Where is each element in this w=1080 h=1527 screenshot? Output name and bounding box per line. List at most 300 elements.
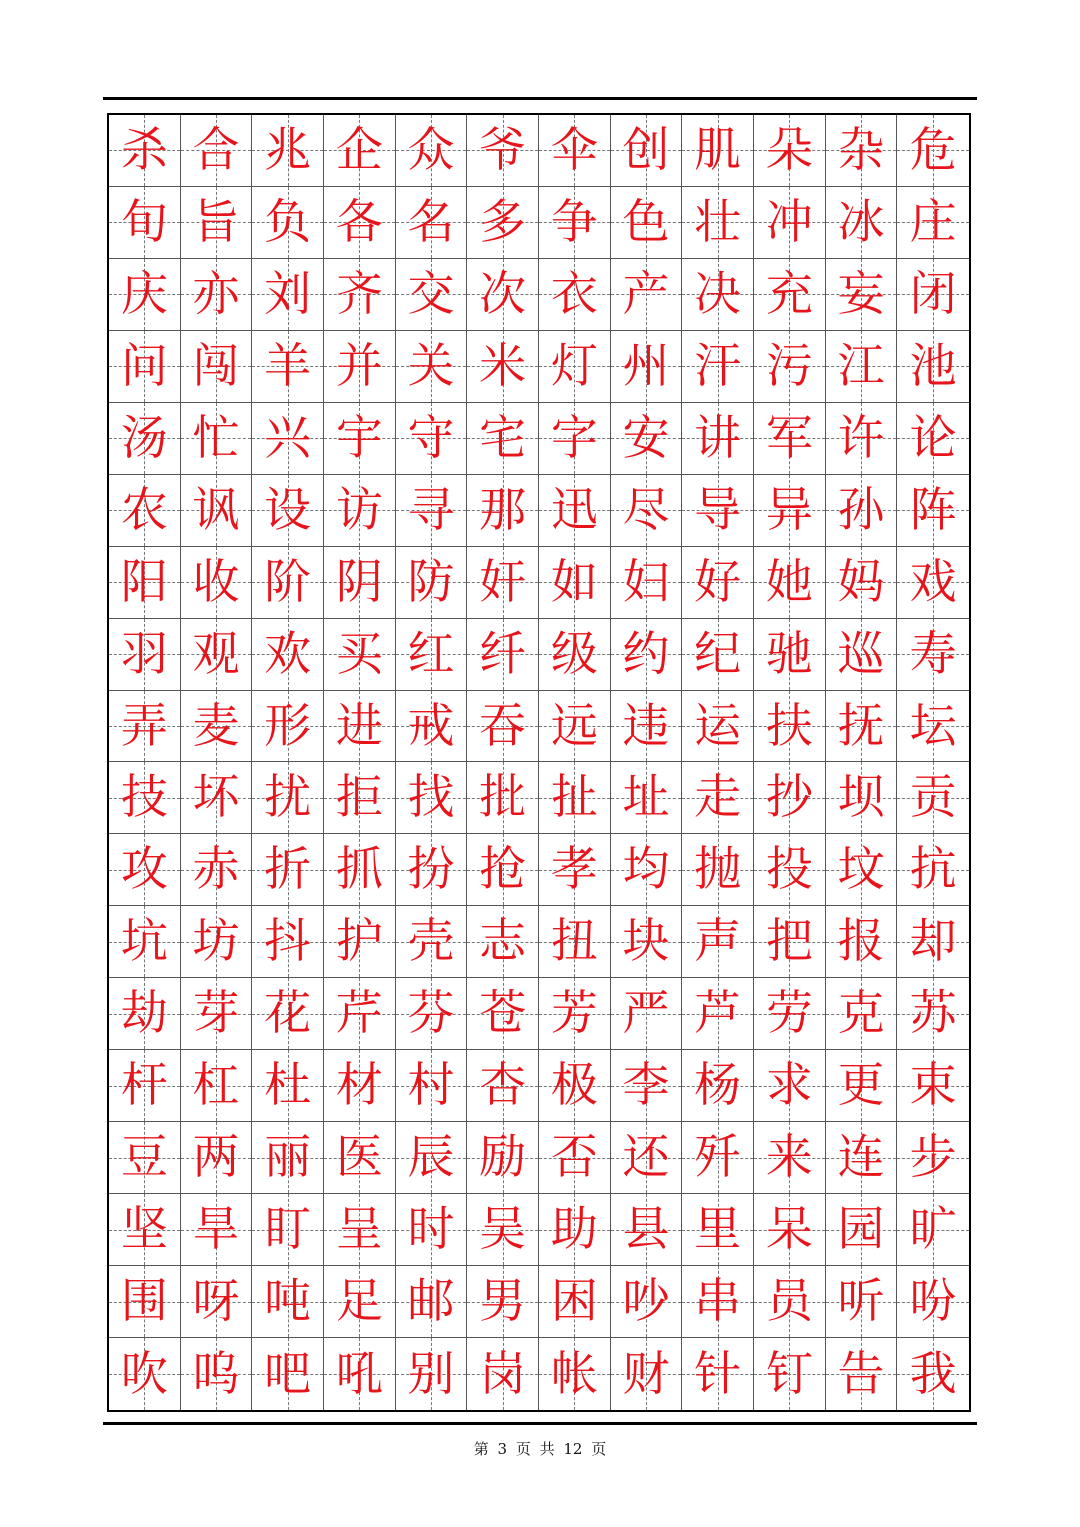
hanzi-character: 产 bbox=[622, 266, 670, 322]
hanzi-character: 否 bbox=[550, 1130, 598, 1186]
grid-cell bbox=[109, 1122, 181, 1194]
grid-cell bbox=[252, 259, 324, 331]
hanzi-character: 吨 bbox=[264, 1274, 312, 1330]
hanzi-character: 更 bbox=[837, 1058, 885, 1114]
hanzi-character: 吩 bbox=[909, 1274, 957, 1330]
grid-cell bbox=[539, 259, 611, 331]
hanzi-character: 坑 bbox=[120, 914, 168, 970]
grid-cell bbox=[682, 691, 754, 763]
grid-cell bbox=[181, 115, 253, 187]
hanzi-character: 志 bbox=[479, 914, 527, 970]
grid-cell bbox=[611, 475, 683, 547]
grid-cell bbox=[181, 259, 253, 331]
hanzi-character: 扯 bbox=[550, 770, 598, 826]
hanzi-character: 足 bbox=[335, 1274, 383, 1330]
grid-cell bbox=[826, 475, 898, 547]
hanzi-character: 论 bbox=[909, 410, 957, 466]
hanzi-character: 宅 bbox=[479, 410, 527, 466]
grid-cell bbox=[682, 1050, 754, 1122]
grid-cell bbox=[682, 1266, 754, 1338]
grid-cell bbox=[109, 259, 181, 331]
hanzi-character: 材 bbox=[335, 1058, 383, 1114]
grid-cell bbox=[324, 187, 396, 259]
grid-cell bbox=[252, 1122, 324, 1194]
grid-cell bbox=[897, 1122, 969, 1194]
grid-cell bbox=[109, 978, 181, 1050]
hanzi-character: 尽 bbox=[622, 482, 670, 538]
grid-cell bbox=[252, 834, 324, 906]
hanzi-character: 芹 bbox=[335, 986, 383, 1042]
grid-cell bbox=[611, 1194, 683, 1266]
grid-cell bbox=[181, 331, 253, 403]
grid-cell bbox=[539, 762, 611, 834]
grid-cell bbox=[181, 1194, 253, 1266]
hanzi-character: 严 bbox=[622, 986, 670, 1042]
grid-cell bbox=[109, 187, 181, 259]
hanzi-character: 杨 bbox=[694, 1058, 742, 1114]
hanzi-character: 多 bbox=[479, 194, 527, 250]
grid-cell bbox=[396, 906, 468, 978]
hanzi-character: 辰 bbox=[407, 1130, 455, 1186]
hanzi-character: 次 bbox=[479, 266, 527, 322]
grid-cell bbox=[181, 475, 253, 547]
grid-cell bbox=[396, 331, 468, 403]
hanzi-character: 争 bbox=[550, 194, 598, 250]
hanzi-character: 极 bbox=[550, 1058, 598, 1114]
grid-cell bbox=[396, 619, 468, 691]
grid-cell bbox=[252, 475, 324, 547]
hanzi-character: 址 bbox=[622, 770, 670, 826]
grid-cell bbox=[324, 475, 396, 547]
hanzi-character: 巡 bbox=[837, 626, 885, 682]
grid-cell bbox=[467, 115, 539, 187]
hanzi-character: 关 bbox=[407, 338, 455, 394]
hanzi-character: 纤 bbox=[479, 626, 527, 682]
hanzi-character: 如 bbox=[550, 554, 598, 610]
grid-cell bbox=[324, 906, 396, 978]
hanzi-character: 投 bbox=[765, 842, 813, 898]
hanzi-character: 抓 bbox=[335, 842, 383, 898]
hanzi-character: 访 bbox=[335, 482, 383, 538]
grid-cell bbox=[826, 834, 898, 906]
grid-cell bbox=[611, 1266, 683, 1338]
grid-cell bbox=[252, 547, 324, 619]
grid-cell bbox=[396, 115, 468, 187]
hanzi-character: 充 bbox=[765, 266, 813, 322]
hanzi-character: 阶 bbox=[264, 554, 312, 610]
grid-cell bbox=[467, 906, 539, 978]
grid-cell bbox=[754, 475, 826, 547]
grid-cell bbox=[109, 547, 181, 619]
character-practice-grid bbox=[107, 113, 971, 1412]
grid-cell bbox=[897, 547, 969, 619]
grid-cell bbox=[826, 1266, 898, 1338]
grid-cell bbox=[109, 619, 181, 691]
grid-cell bbox=[826, 547, 898, 619]
grid-cell bbox=[611, 762, 683, 834]
hanzi-character: 戏 bbox=[909, 554, 957, 610]
hanzi-character: 州 bbox=[622, 338, 670, 394]
hanzi-character: 旨 bbox=[192, 194, 240, 250]
grid-cell bbox=[754, 1266, 826, 1338]
grid-cell bbox=[467, 978, 539, 1050]
grid-cell bbox=[109, 115, 181, 187]
hanzi-character: 针 bbox=[694, 1346, 742, 1402]
grid-cell bbox=[611, 906, 683, 978]
grid-cell bbox=[682, 259, 754, 331]
grid-cell bbox=[252, 115, 324, 187]
grid-cell bbox=[754, 834, 826, 906]
grid-cell bbox=[396, 1122, 468, 1194]
hanzi-character: 并 bbox=[335, 338, 383, 394]
hanzi-character: 妈 bbox=[837, 554, 885, 610]
hanzi-character: 拒 bbox=[335, 770, 383, 826]
grid-cell bbox=[682, 331, 754, 403]
hanzi-character: 芽 bbox=[192, 986, 240, 1042]
grid-cell bbox=[826, 906, 898, 978]
grid-cell bbox=[682, 978, 754, 1050]
grid-cell bbox=[396, 403, 468, 475]
grid-cell bbox=[252, 1338, 324, 1410]
hanzi-character: 呈 bbox=[335, 1202, 383, 1258]
grid-cell bbox=[539, 978, 611, 1050]
grid-cell bbox=[826, 403, 898, 475]
hanzi-character: 抛 bbox=[694, 842, 742, 898]
grid-cell bbox=[754, 1122, 826, 1194]
hanzi-character: 我 bbox=[909, 1346, 957, 1402]
hanzi-character: 妄 bbox=[837, 266, 885, 322]
hanzi-character: 兆 bbox=[264, 122, 312, 178]
hanzi-character: 财 bbox=[622, 1346, 670, 1402]
hanzi-character: 杀 bbox=[120, 122, 168, 178]
hanzi-character: 串 bbox=[694, 1274, 742, 1330]
grid-cell bbox=[181, 1122, 253, 1194]
hanzi-character: 妇 bbox=[622, 554, 670, 610]
hanzi-character: 伞 bbox=[550, 122, 598, 178]
hanzi-character: 块 bbox=[622, 914, 670, 970]
hanzi-character: 劳 bbox=[765, 986, 813, 1042]
grid-cell bbox=[611, 691, 683, 763]
grid-cell bbox=[181, 547, 253, 619]
hanzi-character: 字 bbox=[550, 410, 598, 466]
grid-cell bbox=[324, 547, 396, 619]
hanzi-character: 护 bbox=[335, 914, 383, 970]
grid-cell bbox=[181, 762, 253, 834]
hanzi-character: 庄 bbox=[909, 194, 957, 250]
hanzi-character: 豆 bbox=[120, 1130, 168, 1186]
hanzi-character: 汗 bbox=[694, 338, 742, 394]
grid-cell bbox=[109, 834, 181, 906]
hanzi-character: 创 bbox=[622, 122, 670, 178]
grid-cell bbox=[252, 1050, 324, 1122]
hanzi-character: 运 bbox=[694, 698, 742, 754]
grid-cell bbox=[682, 762, 754, 834]
hanzi-character: 那 bbox=[479, 482, 527, 538]
grid-cell bbox=[539, 691, 611, 763]
grid-cell bbox=[467, 691, 539, 763]
hanzi-character: 纪 bbox=[694, 626, 742, 682]
grid-cell bbox=[467, 619, 539, 691]
hanzi-character: 讽 bbox=[192, 482, 240, 538]
hanzi-character: 肌 bbox=[694, 122, 742, 178]
hanzi-character: 企 bbox=[335, 122, 383, 178]
grid-cell bbox=[109, 475, 181, 547]
grid-cell bbox=[611, 1122, 683, 1194]
hanzi-character: 听 bbox=[837, 1274, 885, 1330]
hanzi-character: 交 bbox=[407, 266, 455, 322]
hanzi-character: 壳 bbox=[407, 914, 455, 970]
grid-cell bbox=[109, 1338, 181, 1410]
hanzi-character: 攻 bbox=[120, 842, 168, 898]
grid-cell bbox=[396, 978, 468, 1050]
hanzi-character: 冰 bbox=[837, 194, 885, 250]
hanzi-character: 吼 bbox=[335, 1346, 383, 1402]
hanzi-character: 坚 bbox=[120, 1202, 168, 1258]
hanzi-character: 孝 bbox=[550, 842, 598, 898]
hanzi-character: 步 bbox=[909, 1130, 957, 1186]
grid-cell bbox=[539, 1050, 611, 1122]
hanzi-character: 励 bbox=[479, 1130, 527, 1186]
grid-cell bbox=[252, 403, 324, 475]
grid-cell bbox=[467, 259, 539, 331]
grid-cell bbox=[539, 475, 611, 547]
hanzi-character: 扮 bbox=[407, 842, 455, 898]
hanzi-character: 县 bbox=[622, 1202, 670, 1258]
grid-cell bbox=[181, 906, 253, 978]
grid-cell bbox=[754, 547, 826, 619]
hanzi-character: 坏 bbox=[192, 770, 240, 826]
grid-cell bbox=[252, 762, 324, 834]
grid-cell bbox=[181, 1266, 253, 1338]
hanzi-character: 冲 bbox=[765, 194, 813, 250]
top-rule bbox=[103, 97, 977, 100]
hanzi-character: 求 bbox=[765, 1058, 813, 1114]
grid-cell bbox=[897, 978, 969, 1050]
grid-cell bbox=[467, 475, 539, 547]
grid-cell bbox=[324, 1338, 396, 1410]
hanzi-character: 负 bbox=[264, 194, 312, 250]
hanzi-character: 杜 bbox=[264, 1058, 312, 1114]
grid-cell bbox=[539, 547, 611, 619]
bottom-rule bbox=[103, 1422, 977, 1425]
grid-cell bbox=[467, 187, 539, 259]
hanzi-character: 技 bbox=[120, 770, 168, 826]
hanzi-character: 朵 bbox=[765, 122, 813, 178]
hanzi-character: 坝 bbox=[837, 770, 885, 826]
grid-cell bbox=[252, 331, 324, 403]
hanzi-character: 芬 bbox=[407, 986, 455, 1042]
hanzi-character: 奸 bbox=[479, 554, 527, 610]
grid-cell bbox=[682, 834, 754, 906]
grid-cell bbox=[611, 259, 683, 331]
hanzi-character: 危 bbox=[909, 122, 957, 178]
grid-cell bbox=[897, 403, 969, 475]
hanzi-character: 羽 bbox=[120, 626, 168, 682]
hanzi-character: 均 bbox=[622, 842, 670, 898]
hanzi-character: 决 bbox=[694, 266, 742, 322]
grid-cell bbox=[897, 691, 969, 763]
grid-cell bbox=[897, 1050, 969, 1122]
grid-cell bbox=[467, 1194, 539, 1266]
hanzi-character: 吵 bbox=[622, 1274, 670, 1330]
grid-cell bbox=[467, 834, 539, 906]
hanzi-character: 江 bbox=[837, 338, 885, 394]
grid-cell bbox=[539, 1338, 611, 1410]
hanzi-character: 约 bbox=[622, 626, 670, 682]
hanzi-character: 李 bbox=[622, 1058, 670, 1114]
hanzi-character: 坟 bbox=[837, 842, 885, 898]
grid-cell bbox=[324, 834, 396, 906]
hanzi-character: 衣 bbox=[550, 266, 598, 322]
grid-cell bbox=[826, 1338, 898, 1410]
grid-cell bbox=[826, 978, 898, 1050]
hanzi-character: 围 bbox=[120, 1274, 168, 1330]
grid-cell bbox=[682, 403, 754, 475]
grid-cell bbox=[682, 115, 754, 187]
hanzi-character: 灯 bbox=[550, 338, 598, 394]
hanzi-character: 设 bbox=[264, 482, 312, 538]
hanzi-character: 防 bbox=[407, 554, 455, 610]
grid-cell bbox=[252, 1266, 324, 1338]
grid-cell bbox=[252, 1194, 324, 1266]
hanzi-character: 吹 bbox=[120, 1346, 168, 1402]
hanzi-character: 克 bbox=[837, 986, 885, 1042]
hanzi-character: 抢 bbox=[479, 842, 527, 898]
hanzi-character: 抖 bbox=[264, 914, 312, 970]
hanzi-character: 却 bbox=[909, 914, 957, 970]
hanzi-character: 导 bbox=[694, 482, 742, 538]
hanzi-character: 抚 bbox=[837, 698, 885, 754]
hanzi-character: 各 bbox=[335, 194, 383, 250]
hanzi-character: 花 bbox=[264, 986, 312, 1042]
grid-cell bbox=[826, 762, 898, 834]
grid-cell bbox=[611, 187, 683, 259]
hanzi-character: 欢 bbox=[264, 626, 312, 682]
grid-cell bbox=[324, 1194, 396, 1266]
grid-cell bbox=[754, 403, 826, 475]
page-number-footer: 第 3 页 共 12 页 bbox=[473, 1440, 607, 1458]
grid-cell bbox=[181, 691, 253, 763]
grid-cell bbox=[611, 1338, 683, 1410]
hanzi-character: 苏 bbox=[909, 986, 957, 1042]
grid-cell bbox=[467, 1266, 539, 1338]
hanzi-character: 邮 bbox=[407, 1274, 455, 1330]
hanzi-character: 盯 bbox=[264, 1202, 312, 1258]
grid-cell bbox=[252, 619, 324, 691]
grid-cell bbox=[897, 187, 969, 259]
hanzi-character: 别 bbox=[407, 1346, 455, 1402]
hanzi-character: 庆 bbox=[120, 266, 168, 322]
hanzi-character: 坊 bbox=[192, 914, 240, 970]
grid-cell bbox=[539, 906, 611, 978]
hanzi-character: 名 bbox=[407, 194, 455, 250]
hanzi-character: 贡 bbox=[909, 770, 957, 826]
hanzi-character: 丽 bbox=[264, 1130, 312, 1186]
grid-cell bbox=[754, 762, 826, 834]
hanzi-character: 寻 bbox=[407, 482, 455, 538]
grid-cell bbox=[467, 1338, 539, 1410]
hanzi-character: 杂 bbox=[837, 122, 885, 178]
grid-cell bbox=[181, 978, 253, 1050]
hanzi-character: 违 bbox=[622, 698, 670, 754]
grid-cell bbox=[826, 187, 898, 259]
grid-cell bbox=[109, 1050, 181, 1122]
hanzi-character: 军 bbox=[765, 410, 813, 466]
grid-cell bbox=[181, 187, 253, 259]
hanzi-character: 扭 bbox=[550, 914, 598, 970]
grid-cell bbox=[682, 475, 754, 547]
hanzi-character: 医 bbox=[335, 1130, 383, 1186]
grid-cell bbox=[539, 619, 611, 691]
grid-cell bbox=[754, 1338, 826, 1410]
hanzi-character: 忙 bbox=[192, 410, 240, 466]
grid-cell bbox=[467, 403, 539, 475]
grid-cell bbox=[396, 547, 468, 619]
grid-cell bbox=[324, 403, 396, 475]
hanzi-character: 齐 bbox=[335, 266, 383, 322]
hanzi-character: 报 bbox=[837, 914, 885, 970]
hanzi-character: 苍 bbox=[479, 986, 527, 1042]
grid-cell bbox=[826, 691, 898, 763]
grid-cell bbox=[324, 1122, 396, 1194]
grid-cell bbox=[754, 691, 826, 763]
grid-cell bbox=[754, 619, 826, 691]
grid-cell bbox=[539, 115, 611, 187]
hanzi-character: 呜 bbox=[192, 1346, 240, 1402]
grid-cell bbox=[682, 1122, 754, 1194]
hanzi-character: 污 bbox=[765, 338, 813, 394]
grid-cell bbox=[539, 1122, 611, 1194]
grid-cell bbox=[181, 619, 253, 691]
hanzi-character: 安 bbox=[622, 410, 670, 466]
hanzi-character: 汤 bbox=[120, 410, 168, 466]
grid-cell bbox=[826, 619, 898, 691]
hanzi-character: 还 bbox=[622, 1130, 670, 1186]
hanzi-character: 呀 bbox=[192, 1274, 240, 1330]
grid-cell bbox=[324, 259, 396, 331]
hanzi-character: 杠 bbox=[192, 1058, 240, 1114]
hanzi-character: 爷 bbox=[479, 122, 527, 178]
hanzi-character: 刘 bbox=[264, 266, 312, 322]
hanzi-character: 迅 bbox=[550, 482, 598, 538]
hanzi-character: 旬 bbox=[120, 194, 168, 250]
hanzi-character: 好 bbox=[694, 554, 742, 610]
grid-cell bbox=[897, 834, 969, 906]
hanzi-character: 找 bbox=[407, 770, 455, 826]
grid-cell bbox=[109, 691, 181, 763]
grid-cell bbox=[109, 1266, 181, 1338]
grid-cell bbox=[754, 978, 826, 1050]
grid-cell bbox=[324, 978, 396, 1050]
grid-cell bbox=[181, 403, 253, 475]
hanzi-character: 声 bbox=[694, 914, 742, 970]
hanzi-character: 进 bbox=[335, 698, 383, 754]
hanzi-character: 吴 bbox=[479, 1202, 527, 1258]
hanzi-character: 她 bbox=[765, 554, 813, 610]
hanzi-character: 岗 bbox=[479, 1346, 527, 1402]
grid-cell bbox=[611, 547, 683, 619]
grid-cell bbox=[897, 1194, 969, 1266]
grid-cell bbox=[754, 1050, 826, 1122]
grid-cell bbox=[611, 1050, 683, 1122]
hanzi-character: 吧 bbox=[264, 1346, 312, 1402]
grid-cell bbox=[826, 1122, 898, 1194]
hanzi-character: 农 bbox=[120, 482, 168, 538]
hanzi-character: 合 bbox=[192, 122, 240, 178]
hanzi-character: 阵 bbox=[909, 482, 957, 538]
grid-cell bbox=[682, 1194, 754, 1266]
grid-cell bbox=[611, 619, 683, 691]
